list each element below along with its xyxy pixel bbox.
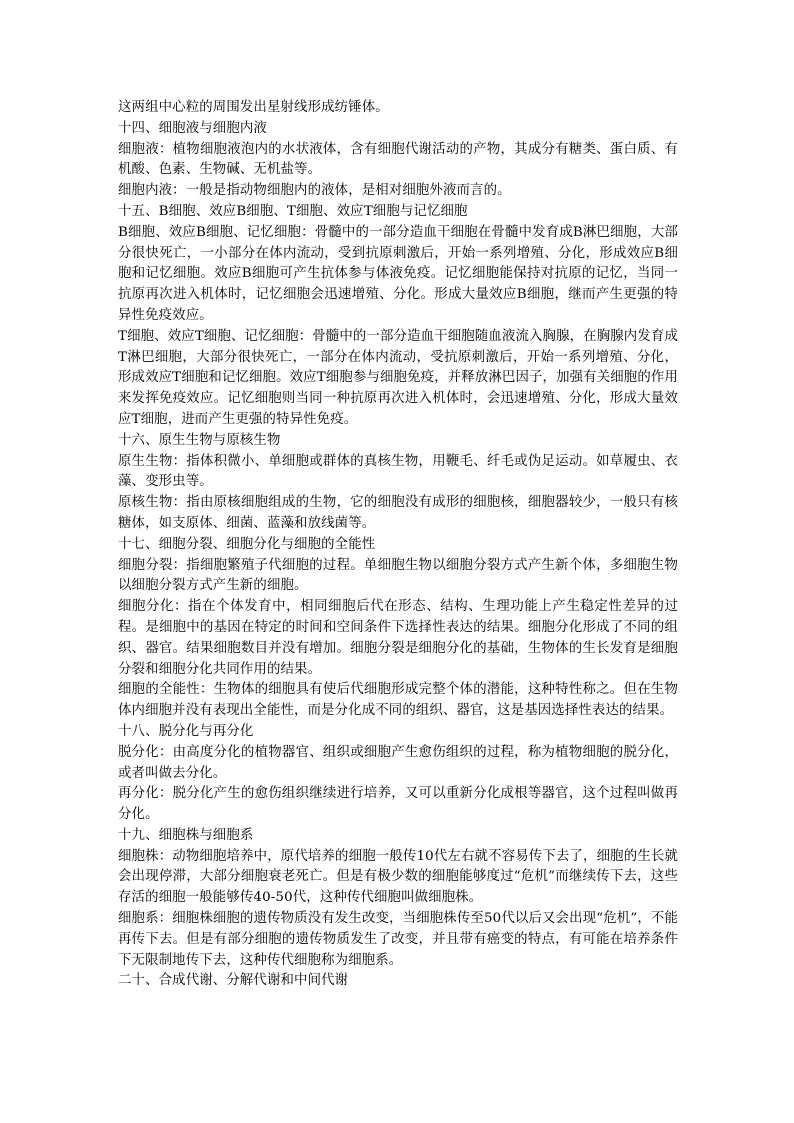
text-paragraph: 细胞内液：一般是指动物细胞内的液体，是相对细胞外液而言的。 xyxy=(118,183,511,199)
text-paragraph: 再分化：脱分化产生的愈伤组织继续进行培养，又可以重新分化成根等器官，这个过程叫做再分化。 xyxy=(118,786,678,823)
text-paragraph: 细胞分裂：指细胞繁殖子代细胞的过程。单细胞生物以细胞分裂方式产生新个体，多细胞生物以细胞分裂方式产生新的细胞。 xyxy=(118,557,678,594)
text-paragraph: 原生生物：指体积微小、单细胞或群体的真核生物，用鞭毛、纤毛或伪足运动。如草履虫、衣藻、变形虫等。 xyxy=(118,453,678,490)
section-heading: 十五、B细胞、效应B细胞、T细胞、效应T细胞与记忆细胞 xyxy=(118,203,468,219)
text-paragraph: 原核生物：指由原核细胞组成的生物，它的细胞没有成形的细胞核，细胞器较少，一般只有核糖体，如支原体、细菌、蓝藻和放线菌等。 xyxy=(118,495,678,531)
section-heading: 十九、细胞株与细胞系 xyxy=(118,827,254,843)
text-paragraph: 脱分化：由高度分化的植物器官、组织或细胞产生愈伤组织的过程，称为植物细胞的脱分化，或者叫做去分化。 xyxy=(118,744,678,781)
section-heading: 十六、原生生物与原核生物 xyxy=(118,432,281,448)
text-paragraph: B细胞、效应B细胞、记忆细胞：骨髓中的一部分造血干细胞在骨髓中发育成B淋巴细胞，大部分很快死亡，一小部分在体内流动，受到抗原刺激后，开始一系列增殖、分化，形成效应B细胞和记忆细胞。效应B细胞可产生抗体参与体液免疫。记忆细胞能保持对抗原的记忆，当同一抗原再次进入机体时，记忆细胞会迅速增殖、分化。形成大量效应B细胞，继而产生更强的特异性免疫效应。 xyxy=(118,224,678,323)
text-paragraph: 细胞液：植物细胞液泡内的水状液体，含有细胞代谢活动的产物，其成分有糖类、蛋白质、有机酸、色素、生物碱、无机盐等。 xyxy=(118,141,678,178)
text-paragraph: 这两组中心粒的周围发出星射线形成纺锤体。 xyxy=(118,100,389,115)
text-paragraph: T细胞、效应T细胞、记忆细胞：骨髓中的一部分造血干细胞随血液流入胸腺，在胸腺内发育成T淋巴细胞，大部分很快死亡，一部分在体内流动，受抗原刺激后，开始一系列增殖、分化，形成效应T细胞和记忆细胞。效应T细胞参与细胞免疫，并释放淋巴因子，加强有关细胞的作用来发挥免疫效应。记忆细胞则当同一种抗原再次进入机体时，会迅速增殖、分化，形成大量效应T细胞，进而产生更强的特异性免疫。 xyxy=(118,328,678,427)
text-paragraph: 细胞系：细胞株细胞的遗传物质没有发生改变，当细胞株传至50代以后又会出现“危机”，不能再传下去。但是有部分细胞的遗传物质发生了改变，并且带有癌变的特点，有可能在培养条件下无限制地传下去，这种传代细胞称为细胞系。 xyxy=(118,911,678,968)
section-heading: 十四、细胞液与细胞内液 xyxy=(118,120,267,136)
section-heading: 十八、脱分化与再分化 xyxy=(118,723,254,739)
section-heading: 十七、细胞分裂、细胞分化与细胞的全能性 xyxy=(118,536,376,552)
text-paragraph: 细胞株：动物细胞培养中，原代培养的细胞一般传10代左右就不容易传下去了，细胞的生长就会出现停滞，大部分细胞衰老死亡。但是有极少数的细胞能够度过“危机”而继续传下去，这些存活的细胞一般能够传40-50代，这种传代细胞叫做细胞株。 xyxy=(118,848,678,906)
section-heading: 二十、合成代谢、分解代谢和中间代谢 xyxy=(118,973,349,989)
text-paragraph: 细胞分化：指在个体发育中，相同细胞后代在形态、结构、生理功能上产生稳定性差异的过程。是细胞中的基因在特定的时间和空间条件下选择性表达的结果。细胞分化形成了不同的组织、器官。结果细胞数目并没有增加。细胞分裂是细胞分化的基础，生物体的生长发育是细胞分裂和细胞分化共同作用的结果。 xyxy=(118,599,678,677)
text-paragraph: 细胞的全能性：生物体的细胞具有使后代细胞形成完整个体的潜能，这种特性称之。但在生物体内细胞并没有表现出全能性，而是分化成不同的组织、器官，这是基因选择性表达的结果。 xyxy=(118,682,678,719)
document-body xyxy=(118,98,678,992)
